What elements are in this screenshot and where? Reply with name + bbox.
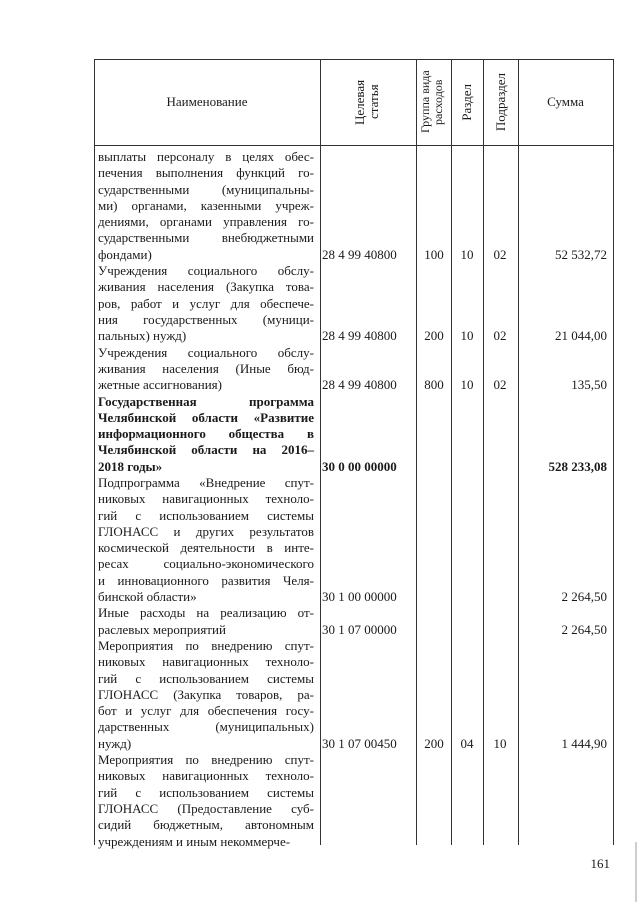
row-name-line: никовых навигационных техноло- [98, 491, 314, 507]
page-number: 161 [590, 856, 610, 871]
row-name-line: печения выполнения функций го- [98, 165, 314, 181]
row-name [98, 149, 314, 263]
row-name-line: Челябинской области на 2016– [98, 442, 314, 458]
row-name-line: информационного общества в [98, 426, 314, 442]
row-sum: 2 264,50 [561, 589, 607, 605]
row-section-code: 10 [460, 328, 474, 344]
row-section-code: 04 [460, 735, 474, 751]
row-target-code: 30 1 00 00000 [322, 589, 397, 605]
row-name-line: дениями, органами управления го- [98, 214, 314, 230]
row-name [98, 263, 314, 344]
row-name-line: сударственными (муниципальны- [98, 181, 314, 197]
table-row [94, 149, 614, 263]
row-target-code: 28 4 99 40800 [322, 328, 397, 344]
header-sum-label: Сумма [547, 94, 584, 109]
row-name-line: 2018 годы» [98, 458, 163, 474]
table-row [94, 345, 614, 394]
row-name [98, 394, 314, 475]
row-target-code: 30 1 07 00000 [322, 621, 397, 637]
row-name-line: никовых навигационных техноло- [98, 654, 314, 670]
row-target-code: 30 1 07 00450 [322, 735, 397, 751]
row-subsection-code: 02 [493, 328, 507, 344]
row-group-code: 200 [424, 735, 444, 751]
header-subsection [483, 59, 518, 145]
row-subsection-code: 02 [493, 246, 507, 262]
row-group-code: 200 [424, 328, 444, 344]
row-subsection-code: 02 [493, 377, 507, 393]
row-name-line: гий с использованием системы [98, 670, 314, 686]
header-sum [518, 59, 613, 145]
row-section-code: 10 [460, 246, 474, 262]
row-name-line: Челябинской области «Развитие [98, 409, 314, 425]
row-name-line: ГЛОНАСС и других результатов [98, 523, 314, 539]
header-section [451, 59, 483, 145]
row-target-code: 28 4 99 40800 [322, 377, 397, 393]
row-name-line: живания населения (Иные бюд- [98, 360, 314, 376]
row-name-line: бинской области» [98, 589, 197, 605]
row-name-line: дарственных (муниципальных) [98, 719, 314, 735]
row-name-line: ров, работ и услуг для обеспече- [98, 295, 314, 311]
row-name-line: гий с использованием системы [98, 784, 314, 800]
header-name [94, 59, 320, 145]
row-name-line: ми) органами, казенными учреж- [98, 197, 314, 213]
row-name-line: сударственными внебюджетными [98, 230, 314, 246]
row-name [98, 475, 314, 605]
table-row [94, 394, 614, 476]
row-name-line: гий с использованием системы [98, 507, 314, 523]
row-name-line: жетные ассигнования) [98, 377, 222, 393]
header-group-label: Группа вида расходов [417, 70, 445, 134]
header-section-label: Раздел [459, 83, 474, 121]
row-sum: 528 233,08 [548, 458, 607, 474]
row-target-code: 28 4 99 40800 [322, 246, 397, 262]
row-name-line: Подпрограмма «Внедрение спут- [98, 475, 314, 490]
row-name-line: живания населения (Закупка това- [98, 279, 314, 295]
row-sum: 52 532,72 [555, 246, 607, 262]
table-row [94, 475, 614, 605]
row-name [98, 752, 314, 850]
row-name-line: Иные расходы на реализацию от- [98, 605, 314, 621]
row-name-line: выплаты персоналу в целях обес- [98, 149, 314, 164]
row-group-code: 100 [424, 246, 444, 262]
row-name-line: и инновационного развития Челя- [98, 572, 314, 588]
table-row [94, 752, 614, 850]
row-sum: 2 264,50 [561, 621, 607, 637]
row-sum: 1 444,90 [561, 735, 607, 751]
row-name-line: пальных) нужд) [98, 328, 187, 344]
row-target-code: 30 0 00 00000 [322, 458, 397, 474]
row-name-line: ния государственных (муници- [98, 311, 314, 327]
row-name-line: сидий бюджетным, автономным [98, 817, 314, 833]
row-section-code: 10 [460, 377, 474, 393]
row-name-line: фондами) [98, 246, 152, 262]
row-name-line: бот и услуг для обеспечения госу- [98, 703, 314, 719]
row-name-line: нужд) [98, 735, 132, 751]
table-row [94, 605, 614, 638]
header-subsection-label: Подраздел [492, 72, 508, 132]
row-subsection-code: 10 [493, 735, 507, 751]
row-group-code: 800 [424, 377, 444, 393]
header-name-label: Наименование [166, 94, 248, 109]
row-name-line: Учреждения социального обслу- [98, 263, 314, 279]
row-name-line: Государственная программа [98, 393, 314, 409]
page-edge-mark [635, 842, 637, 902]
row-name-line: ГЛОНАСС (Предоставление суб- [98, 800, 314, 816]
grid-line [94, 145, 614, 146]
header-target-label: Целевая статья [352, 79, 381, 125]
row-name-line: ресах социально-экономического [98, 556, 314, 572]
row-name-line: космической деятельности в инте- [98, 540, 314, 556]
table-row [94, 638, 614, 752]
row-name-line: Учреждения социального обслу- [98, 344, 314, 360]
row-name-line: учреждениям и иным некоммерче- [98, 833, 291, 849]
header-target [320, 59, 416, 145]
table-row [94, 263, 614, 345]
row-sum: 21 044,00 [555, 328, 607, 344]
header-group [416, 59, 451, 145]
row-name-line: ГЛОНАСС (Закупка товаров, ра- [98, 686, 314, 702]
budget-table [94, 59, 614, 849]
row-name-line: никовых навигационных техноло- [98, 768, 314, 784]
row-name [98, 345, 314, 394]
row-name-line: раслевых мероприятий [98, 621, 226, 637]
row-sum: 135,50 [571, 377, 607, 393]
row-name [98, 638, 314, 752]
row-name-line: Мероприятия по внедрению спут- [98, 638, 314, 653]
row-name-line: Мероприятия по внедрению спут- [98, 752, 314, 768]
row-name [98, 605, 314, 638]
